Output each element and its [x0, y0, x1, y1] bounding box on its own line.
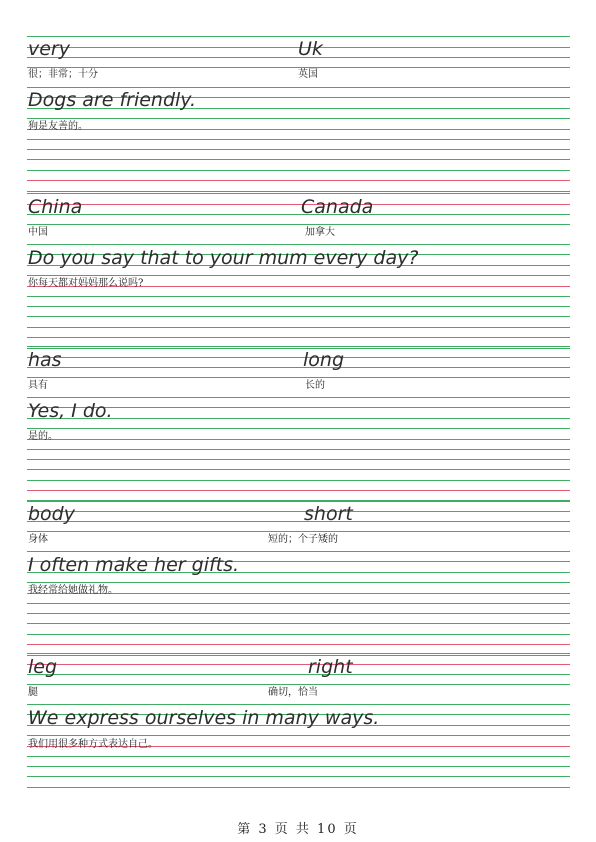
green-guide-line	[27, 397, 570, 398]
vocab-translation: 长的	[305, 380, 325, 391]
green-guide-line	[27, 459, 570, 460]
green-guide-line	[27, 469, 570, 470]
red-guide-line	[27, 204, 570, 205]
vocab-word: long	[303, 349, 345, 371]
green-guide-line	[27, 674, 570, 675]
green-guide-line	[27, 634, 570, 635]
green-guide-line	[27, 149, 570, 150]
green-guide-line	[27, 327, 570, 328]
green-guide-line	[27, 623, 570, 624]
red-guide-line	[27, 439, 570, 440]
vocab-word: China	[28, 196, 83, 218]
vocab-translation: 腿	[28, 687, 38, 698]
green-guide-line	[27, 296, 570, 297]
green-guide-line	[27, 316, 570, 317]
green-guide-line	[27, 449, 570, 450]
green-guide-line	[27, 521, 570, 522]
vocab-word: very	[28, 38, 70, 60]
vocab-translation: 确切，恰当	[268, 687, 318, 698]
example-sentence: Yes, I do.	[28, 400, 113, 422]
green-guide-line	[27, 191, 570, 192]
red-guide-line	[27, 337, 570, 338]
page-number: 第 3 页 共 10 页	[237, 822, 359, 837]
green-guide-line	[27, 348, 570, 349]
sentence-translation: 是的。	[28, 431, 58, 442]
red-guide-line	[27, 511, 570, 512]
vocab-word: leg	[28, 656, 58, 678]
vocab-translation: 身体	[28, 534, 48, 545]
green-guide-line	[27, 244, 570, 245]
green-guide-line	[27, 501, 570, 502]
green-guide-line	[27, 275, 570, 276]
vocab-translation: 加拿大	[305, 227, 335, 238]
green-guide-line	[27, 500, 570, 501]
vocab-word: has	[28, 349, 62, 371]
green-guide-line	[27, 67, 570, 68]
green-guide-line	[27, 735, 570, 736]
sentence-translation: 你每天都对妈妈那么说吗?	[28, 278, 144, 289]
green-guide-line	[27, 653, 570, 654]
sentence-translation: 我们用很多种方式表达自己。	[28, 739, 158, 750]
green-guide-line	[27, 582, 570, 583]
red-guide-line	[27, 664, 570, 665]
red-guide-line	[27, 644, 570, 645]
red-guide-line	[27, 490, 570, 491]
vocab-translation: 具有	[28, 380, 48, 391]
green-guide-line	[27, 766, 570, 767]
green-guide-line	[27, 551, 570, 552]
green-guide-line	[27, 613, 570, 614]
vocab-translation: 短的；个子矮的	[268, 534, 338, 545]
green-guide-line	[27, 531, 570, 532]
green-guide-line	[27, 306, 570, 307]
green-guide-line	[27, 377, 570, 378]
vocab-word: Uk	[298, 38, 323, 60]
green-guide-line	[27, 428, 570, 429]
green-guide-line	[27, 87, 570, 88]
sentence-translation: 我经常给她做礼物。	[28, 585, 118, 596]
green-guide-line	[27, 603, 570, 604]
red-guide-line	[27, 180, 570, 181]
green-guide-line	[27, 655, 570, 656]
vocab-translation: 中国	[28, 227, 48, 238]
example-sentence: I often make her gifts.	[28, 554, 240, 576]
green-guide-line	[27, 756, 570, 757]
red-guide-line	[27, 357, 570, 358]
example-sentence: Do you say that to your mum every day?	[28, 247, 419, 269]
green-guide-line	[27, 224, 570, 225]
green-guide-line	[27, 787, 570, 788]
green-guide-line	[27, 480, 570, 481]
green-guide-line	[27, 170, 570, 171]
example-sentence: We express ourselves in many ways.	[28, 707, 380, 729]
green-guide-line	[27, 346, 570, 347]
green-guide-line	[27, 684, 570, 685]
green-guide-line	[27, 193, 570, 194]
vocab-translation: 英国	[298, 69, 318, 80]
green-guide-line	[27, 139, 570, 140]
green-guide-line	[27, 704, 570, 705]
example-sentence: Dogs are friendly.	[28, 89, 197, 111]
vocab-word: right	[308, 656, 353, 678]
vocab-word: Canada	[301, 196, 374, 218]
green-guide-line	[27, 36, 570, 37]
sentence-translation: 狗是友善的。	[28, 121, 88, 132]
green-guide-line	[27, 214, 570, 215]
vocab-word: short	[304, 503, 353, 525]
green-guide-line	[27, 367, 570, 368]
red-guide-line	[27, 129, 570, 130]
green-guide-line	[27, 776, 570, 777]
vocab-translation: 很；非常；十分	[28, 69, 98, 80]
vocab-word: body	[28, 503, 75, 525]
green-guide-line	[27, 118, 570, 119]
green-guide-line	[27, 159, 570, 160]
